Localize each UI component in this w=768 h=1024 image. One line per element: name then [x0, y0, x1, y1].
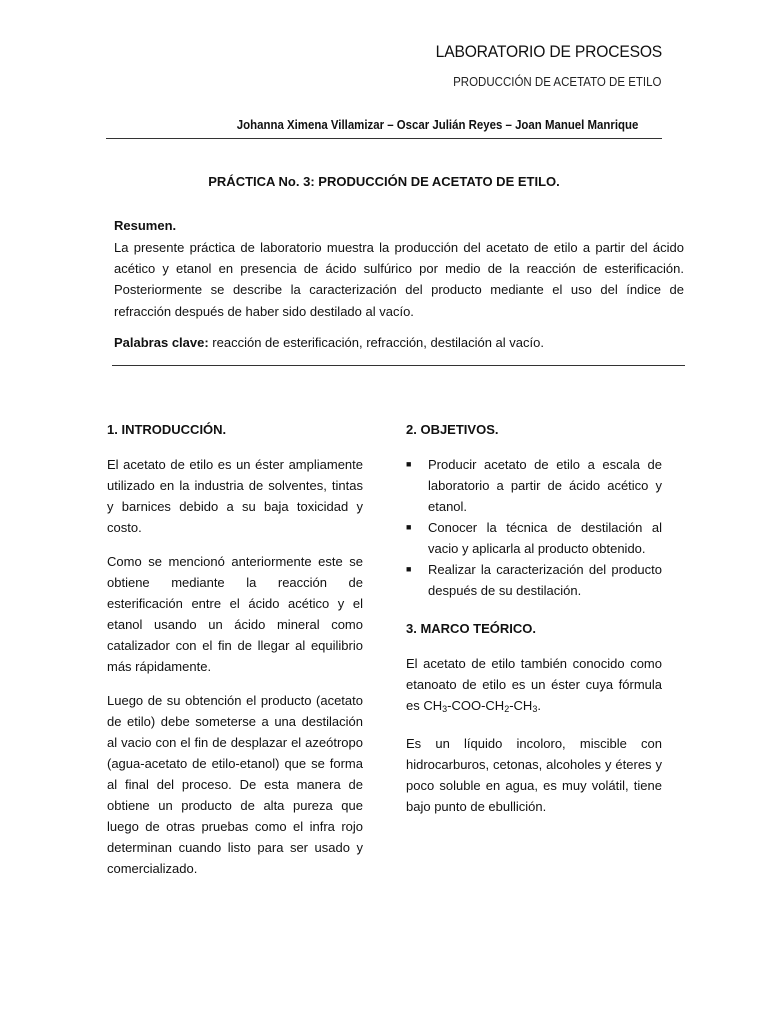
abstract: [114, 215, 684, 353]
objective-text: Realizar la caracterización del producto después de su destilación.: [428, 562, 662, 598]
abstract-text: La presente práctica de laboratorio muestra la producción del acetato de etilo a partir del ácido acético y etanol en presencia de ácido sulfúrico por medio de la reacción de esterificación. Posteriormente se describe la caracterización del producto mediante el uso del índice de refracción después de haber sido destilado al vacío.: [114, 240, 684, 319]
objectives-heading: 2. OBJETIVOS.: [406, 422, 499, 437]
introduction-heading: 1. INTRODUCCIÓN.: [107, 422, 227, 437]
keywords: [114, 333, 684, 353]
objective-text: Conocer la técnica de destilación al vacio y aplicarla al producto obtenido.: [428, 520, 662, 556]
introduction-paragraph: El acetato de etilo es un éster ampliamente utilizado en la industria de solventes, tintas y barnices debido a su baja toxicidad y costo.: [107, 457, 363, 535]
chemical-formula: $CH_3-COO-CH_2-CH_3$.: [423, 698, 541, 714]
keywords-label: Palabras clave:: [114, 334, 209, 350]
list-item: [406, 454, 662, 517]
header-divider: [106, 138, 662, 139]
objective-text: Producir acetato de etilo a escala de laboratorio a partir de ácido acético y etanol.: [428, 457, 662, 514]
bullet-square-icon: ■: [406, 522, 412, 532]
objectives-list: [406, 454, 662, 601]
theory-text: El acetato de etilo también conocido como etanoato de etilo es un éster cuya fórmula es: [406, 656, 662, 713]
header-subtitle: PRODUCCIÓN DE ACETATO DE ETILO: [452, 75, 661, 89]
list-item: [406, 559, 662, 601]
right-column: [406, 420, 662, 830]
practice-title: PRÁCTICA No. 3: PRODUCCIÓN DE ACETATO DE ETILO.: [208, 174, 560, 189]
theory-paragraph: Es un líquido incoloro, miscible con hidrocarburos, cetonas, alcoholes y éteres y poco soluble en agua, es muy volátil, tiene bajo punto de ebullición.: [406, 736, 662, 814]
abstract-heading: Resumen.: [114, 218, 177, 233]
authors: Johanna Ximena Villamizar – Oscar Julián Reyes – Joan Manuel Manrique: [236, 117, 638, 132]
theory-paragraph: [406, 653, 662, 720]
bullet-square-icon: ■: [406, 564, 412, 574]
list-item: [406, 517, 662, 559]
introduction-paragraph: Luego de su obtención el producto (acetato de etilo) debe someterse a una destilación al vacio con el fin de desplazar el azeótropo (agua-acetato de etilo-etanol) que se forma al final del proceso. De esta manera de obtiene un producto de alta pureza que luego de otras pruebas como el infra rojo determinan cuando listo para ser usado y comercializado.: [107, 693, 363, 876]
keywords-text: reacción de esterificación, refracción, destilación al vacío.: [208, 334, 544, 350]
header-title: LABORATORIO DE PROCESOS: [435, 42, 662, 61]
bullet-square-icon: ■: [406, 459, 412, 469]
left-column: [107, 420, 363, 892]
introduction-paragraph: Como se mencionó anteriormente este se obtiene mediante la reacción de esterificación entre el ácido acético y el etanol usando un ácido mineral como catalizador con el fin de llegar al equilibrio más rápidamente.: [107, 554, 363, 674]
abstract-divider: [112, 365, 685, 366]
theory-heading: 3. MARCO TEÓRICO.: [406, 621, 537, 636]
